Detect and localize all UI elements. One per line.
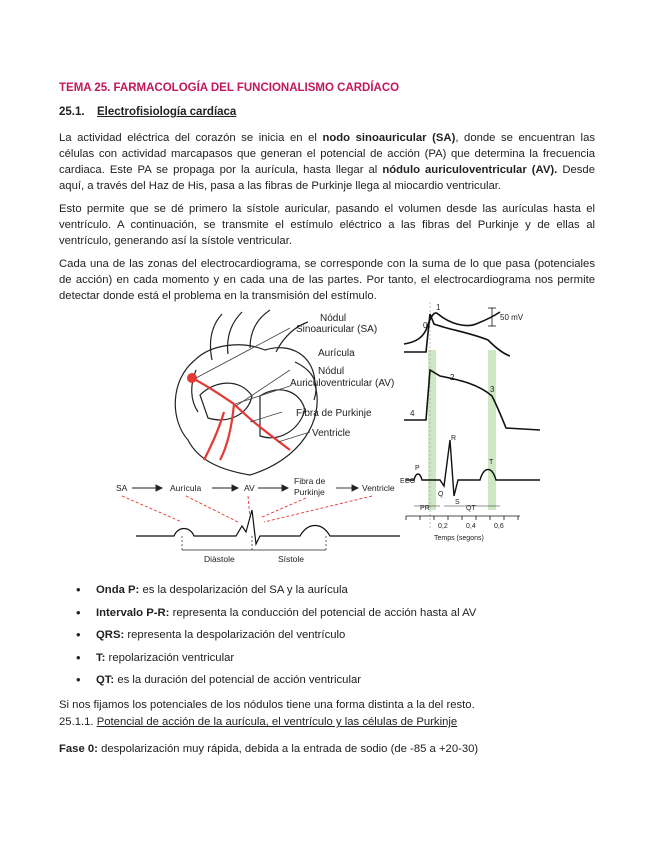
- phase-4-label: 4: [410, 409, 415, 418]
- term-av-node: nódulo auriculoventricular (AV).: [382, 164, 558, 176]
- conduction-flow: [116, 476, 400, 564]
- bullet-term: Intervalo P-R:: [96, 606, 170, 619]
- time-axis: [406, 516, 520, 520]
- phase-2-label: 2: [450, 373, 455, 382]
- flow-auricula: Aurícula: [170, 483, 202, 493]
- term-sa-node: nodo sinoauricular (SA): [322, 132, 456, 144]
- document-title: TEMA 25. FARMACOLOGÍA DEL FUNCIONALISMO CARDÍACO: [59, 82, 400, 94]
- ecg-label: ECG: [400, 478, 416, 485]
- ecg-definitions-list: [76, 582, 596, 695]
- flow-purkinje-line2: Purkinje: [294, 487, 325, 497]
- label-diastole: Diàstole: [204, 554, 235, 564]
- cardiac-conduction-figure: [100, 300, 540, 570]
- fase0-term: Fase 0:: [59, 743, 98, 755]
- label-sa-line2: Sinoauricular (SA): [296, 324, 378, 335]
- section-heading: [59, 106, 236, 118]
- subsection-title: Potencial de acción de la aurícula, el ventrículo y las células de Purkinje: [96, 716, 458, 728]
- paragraph-fase0: [59, 743, 478, 755]
- highlight-band-2: [488, 350, 496, 510]
- ecg-q-label: Q: [438, 491, 444, 498]
- atrial-action-potential: [404, 314, 510, 356]
- flow-av: AV: [244, 483, 255, 493]
- ventricular-action-potential: [404, 370, 540, 430]
- section-title: Electrofisiología cardíaca: [97, 106, 237, 118]
- label-av-line2: Auriculoventricular (AV): [290, 378, 395, 389]
- tick-0-4: 0,4: [466, 523, 476, 530]
- section-number: 25.1.: [59, 106, 85, 118]
- ecg-r-label: R: [451, 435, 457, 442]
- paragraph-text: La actividad eléctrica del corazón se inicia en el: [59, 132, 323, 144]
- phase-3-label: 3: [490, 385, 495, 394]
- subsection-heading: [59, 716, 457, 728]
- flow-ventricle: Ventricle: [362, 483, 395, 493]
- ecg-pr-label: PR: [420, 505, 430, 512]
- bullet-desc: es la despolarización del SA y la aurícula: [139, 584, 348, 596]
- time-axis-label: Temps (segons): [434, 535, 484, 542]
- conduction-pathway: [187, 373, 290, 460]
- flow-purkinje-line1: Fibra de: [294, 476, 326, 486]
- action-potential-panel: [400, 302, 540, 542]
- bullet-desc: es la duración del potencial de acción ventricular: [114, 674, 361, 686]
- paragraph-systole: Esto permite que se dé primero la sístole auricular, pasando el volumen desde las aurículas hasta el ventrículo. A continuación, se transmite el estímulo eléctrico a las fibras del Purkinje y de ellas al ventrículo, generando así la sístole ventricular.: [59, 203, 595, 247]
- figure-svg: [100, 300, 540, 570]
- label-av-line1: Nódul: [318, 366, 345, 377]
- list-item: [76, 582, 596, 605]
- label-mv: 50 mV: [500, 313, 524, 322]
- flow-ecg-trace: [136, 510, 400, 544]
- subsection-number: 25.1.1.: [59, 716, 94, 728]
- ecg-s-label: S: [455, 499, 460, 506]
- bullet-desc: repolarización ventricular: [105, 651, 235, 664]
- bullet-term: QRS:: [96, 629, 125, 641]
- paragraph-ecg: Cada una de las zonas del electrocardiograma, se corresponde con la suma de lo que pasa (potenciales de acción) en cada momento y en cada una de las partes. Por tanto, el electrocardiograma nos permite detectar donde está el problema en la transmisión del estímulo.: [59, 258, 595, 302]
- paragraph-text: Desde aquí, a través del Haz de His, pasa a las fibras de Purkinje llega al miocardio ventricular.: [59, 164, 595, 192]
- phase-0-label: 0: [423, 321, 428, 330]
- list-item: [76, 627, 596, 650]
- ecg-trace: [406, 440, 540, 496]
- label-auricula: Aurícula: [318, 348, 355, 359]
- paragraph-nodes: Si nos fijamos los potenciales de los nódulos tiene una forma distinta a la del resto.: [59, 699, 475, 711]
- bullet-term: Onda P:: [96, 584, 140, 596]
- bullet-desc: representa la despolarización del ventrículo: [124, 629, 346, 641]
- bullet-desc: representa la conducción del potencial de acción hasta al AV: [169, 606, 477, 619]
- list-item: [76, 605, 596, 628]
- paragraph-intro: [59, 130, 595, 194]
- tick-0-2: 0,2: [438, 523, 448, 530]
- fase0-desc: despolarización muy rápida, debida a la entrada de sodio (de -85 a +20-30): [97, 743, 479, 755]
- ecg-qt-label: QT: [466, 505, 476, 512]
- paragraph-text: , donde se encuentran las células con actividad marcapasos que generan el potencial de acción (PA) que determina la frecuencia cardiaca. Este PA se propaga por la aurícula, hasta llegar al: [59, 132, 595, 176]
- ecg-p-label: P: [415, 465, 420, 472]
- list-item: [76, 672, 596, 695]
- label-ventricle: Ventricle: [312, 428, 351, 439]
- phase-1-label: 1: [436, 303, 441, 312]
- tick-0-6: 0,6: [494, 523, 504, 530]
- list-item: [76, 650, 596, 673]
- flow-sa: SA: [116, 483, 128, 493]
- bullet-term: T:: [96, 651, 106, 664]
- label-systole: Sístole: [278, 554, 304, 564]
- bullet-term: QT:: [96, 674, 115, 686]
- label-purkinje: Fibra de Purkinje: [296, 408, 372, 419]
- label-sa-line1: Nódul: [320, 313, 347, 324]
- ecg-t-label: T: [489, 459, 494, 466]
